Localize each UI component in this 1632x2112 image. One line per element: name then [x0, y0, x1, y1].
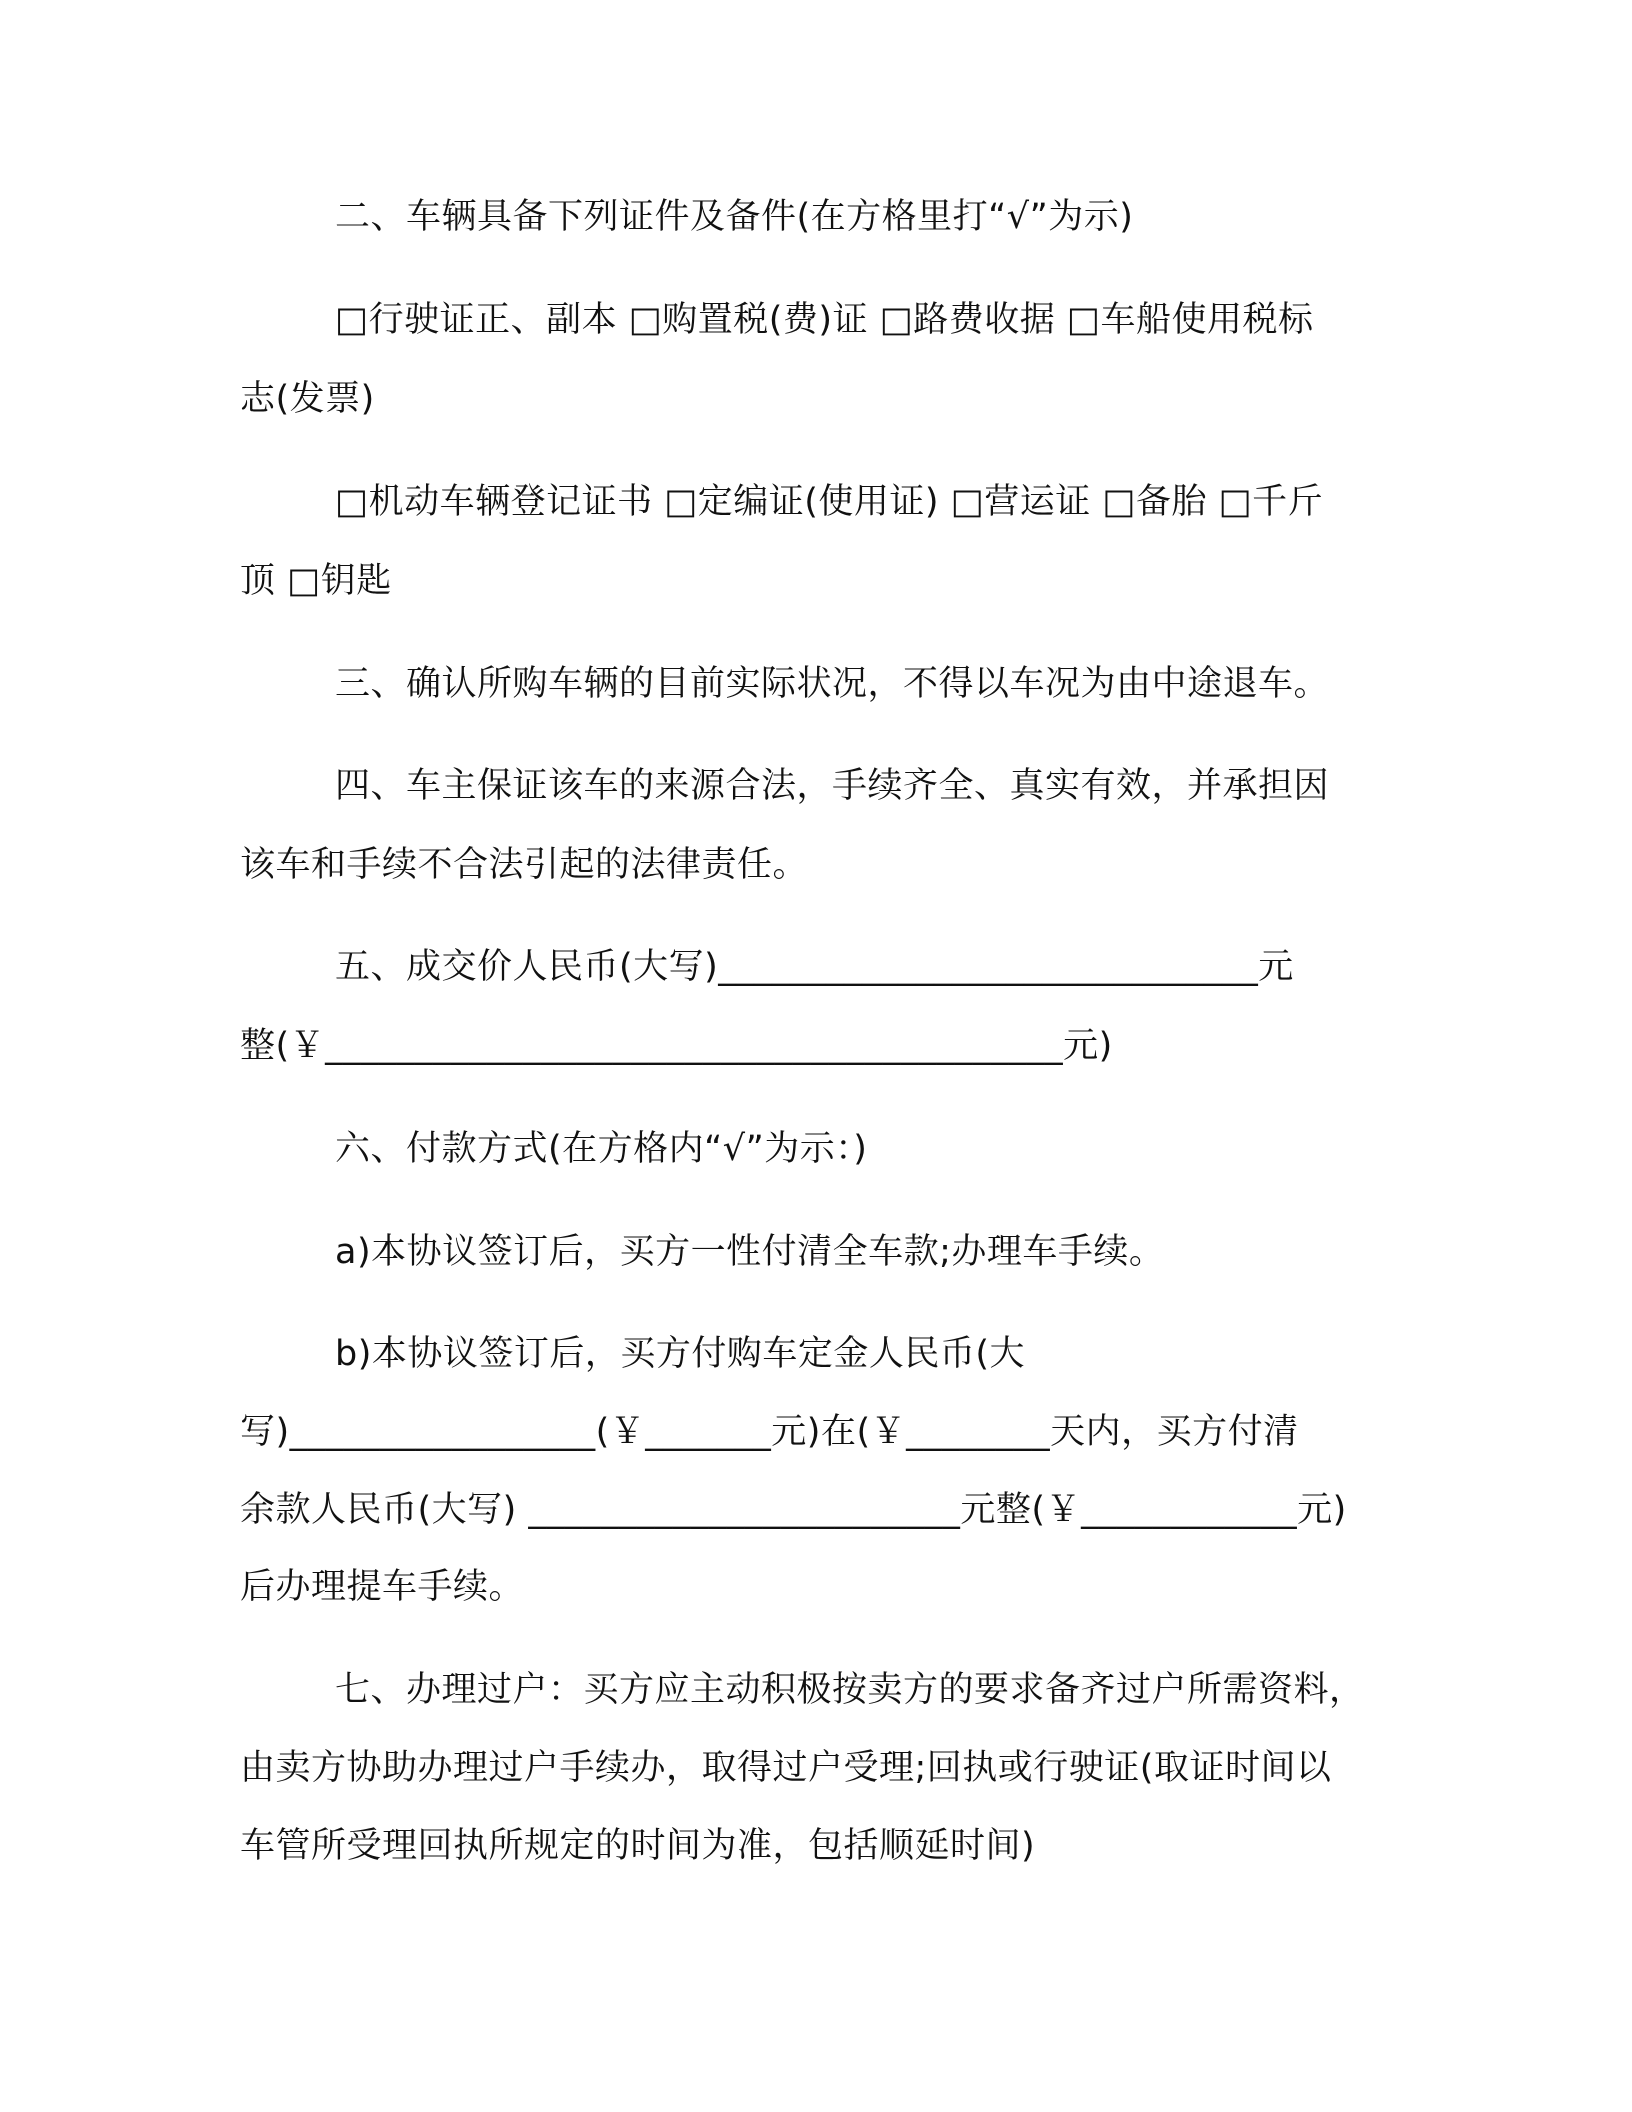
document-checklist-line: 顶 □钥匙 — [240, 561, 392, 601]
payment-option-b: 后办理提车手续。 — [240, 1567, 525, 1607]
section-4-text: 四、车主保证该车的来源合法，手续齐全、真实有效，并承担因 — [335, 766, 1330, 806]
section-5-text: 整(￥_________________________________________元) — [240, 1026, 1113, 1066]
payment-option-a: a)本协议签订后，买方一性付清全车款;办理车手续。 — [335, 1232, 1165, 1272]
section-6-heading: 六、付款方式(在方格内“√”为示：) — [335, 1129, 868, 1169]
section-3-text: 三、确认所购车辆的目前实际状况，不得以车况为由中途退车。 — [335, 664, 1330, 704]
document-checklist-line: □行驶证正、副本 □购置税(费)证 □路费收据 □车船使用税标 — [335, 300, 1314, 340]
payment-option-b: 写)_________________(￥_______元)在(￥________天内，买方付清 — [240, 1412, 1299, 1452]
document-checklist-line: □机动车辆登记证书 □定编证(使用证) □营运证 □备胎 □千斤 — [335, 482, 1324, 522]
section-4-text: 该车和手续不合法引起的法律责任。 — [240, 845, 809, 885]
section-5-text: 五、成交价人民币(大写)______________________________元 — [335, 947, 1294, 987]
section-7-text: 由卖方协助办理过户手续办，取得过户受理;回执或行驶证(取证时间以 — [240, 1748, 1332, 1788]
document-checklist-line: 志(发票) — [240, 379, 375, 419]
payment-option-b: b)本协议签订后，买方付购车定金人民币(大 — [335, 1334, 1026, 1374]
section-7-text: 车管所受理回执所规定的时间为准，包括顺延时间) — [240, 1826, 1036, 1866]
section-7-text: 七、办理过户：买方应主动积极按卖方的要求备齐过户所需资料， — [335, 1670, 1365, 1710]
payment-option-b: 余款人民币(大写) ________________________元整(￥____________元) — [240, 1490, 1347, 1530]
section-2-heading: 二、车辆具备下列证件及备件(在方格里打“√”为示) — [335, 197, 1134, 237]
